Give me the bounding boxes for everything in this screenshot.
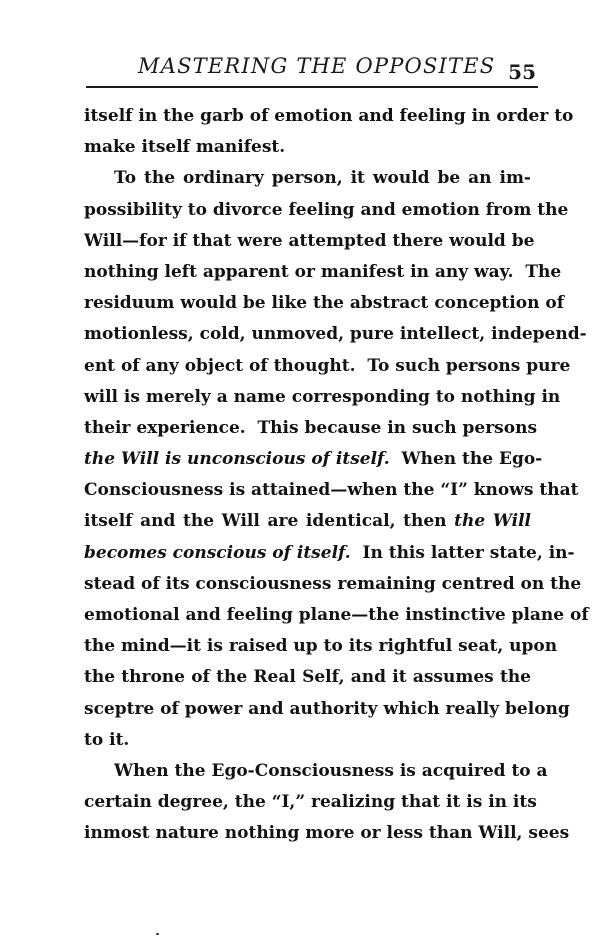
text-line: inmost nature nothing more or less than Will, sees <box>84 823 570 844</box>
text-line <box>84 444 543 475</box>
line-start: itself and the Will are identical, then <box>84 511 455 532</box>
text-line: To the ordinary person, it would be an im- <box>114 168 531 189</box>
text-line: possibility to divorce feeling and emotion from the <box>84 199 569 220</box>
text-line: sceptre of power and authority which really belong <box>84 698 570 719</box>
line-rest: When the Ego- <box>389 449 543 470</box>
text-line: itself in the garb of emotion and feeling in order to <box>84 106 574 126</box>
text-line: stead of its consciousness remaining centred on the <box>84 573 582 594</box>
text-line: certain degree, the “I,” realizing that it is in its <box>84 792 537 813</box>
header-rule <box>86 86 538 88</box>
text-line: ent of any object of thought. To such persons pure <box>84 355 571 376</box>
running-head <box>88 52 538 86</box>
text-line: to it. <box>84 729 130 750</box>
italic-phrase: becomes conscious of itself. <box>84 542 351 563</box>
line-rest: In this latter state, in- <box>350 542 575 563</box>
text-line <box>84 538 575 569</box>
text-line: their experience. This because in such persons <box>84 417 538 438</box>
page-number: 55 <box>508 60 536 84</box>
body-text <box>84 101 589 850</box>
text-line: When the Ego-Consciousness is acquired to a <box>114 760 548 781</box>
text-line: nothing left apparent or manifest in any way. The <box>84 261 562 282</box>
text-line: will is merely a name corresponding to nothing in <box>84 386 561 407</box>
text-line: Consciousness is attained—when the “I” knows that <box>84 480 579 501</box>
text-line: the mind—it is raised up to its rightful seat, upon <box>84 636 558 657</box>
text-line: motionless, cold, unmoved, pure intellect, independ- <box>84 324 587 345</box>
text-line: the throne of the Real Self, and it assumes the <box>84 667 531 688</box>
text-line: residuum would be like the abstract conception of <box>84 293 565 314</box>
italic-phrase: the Will <box>454 511 531 532</box>
text-line <box>84 506 531 537</box>
text-line: emotional and feeling plane—the instinctive plane of <box>84 605 589 625</box>
running-title: MASTERING THE OPPOSITES <box>138 54 496 78</box>
italic-phrase: the Will is unconscious of itself. <box>84 449 390 470</box>
ink-speck <box>156 933 159 935</box>
text-line: Will—for if that were attempted there would be <box>84 230 535 251</box>
text-line: make itself manifest. <box>84 137 286 158</box>
